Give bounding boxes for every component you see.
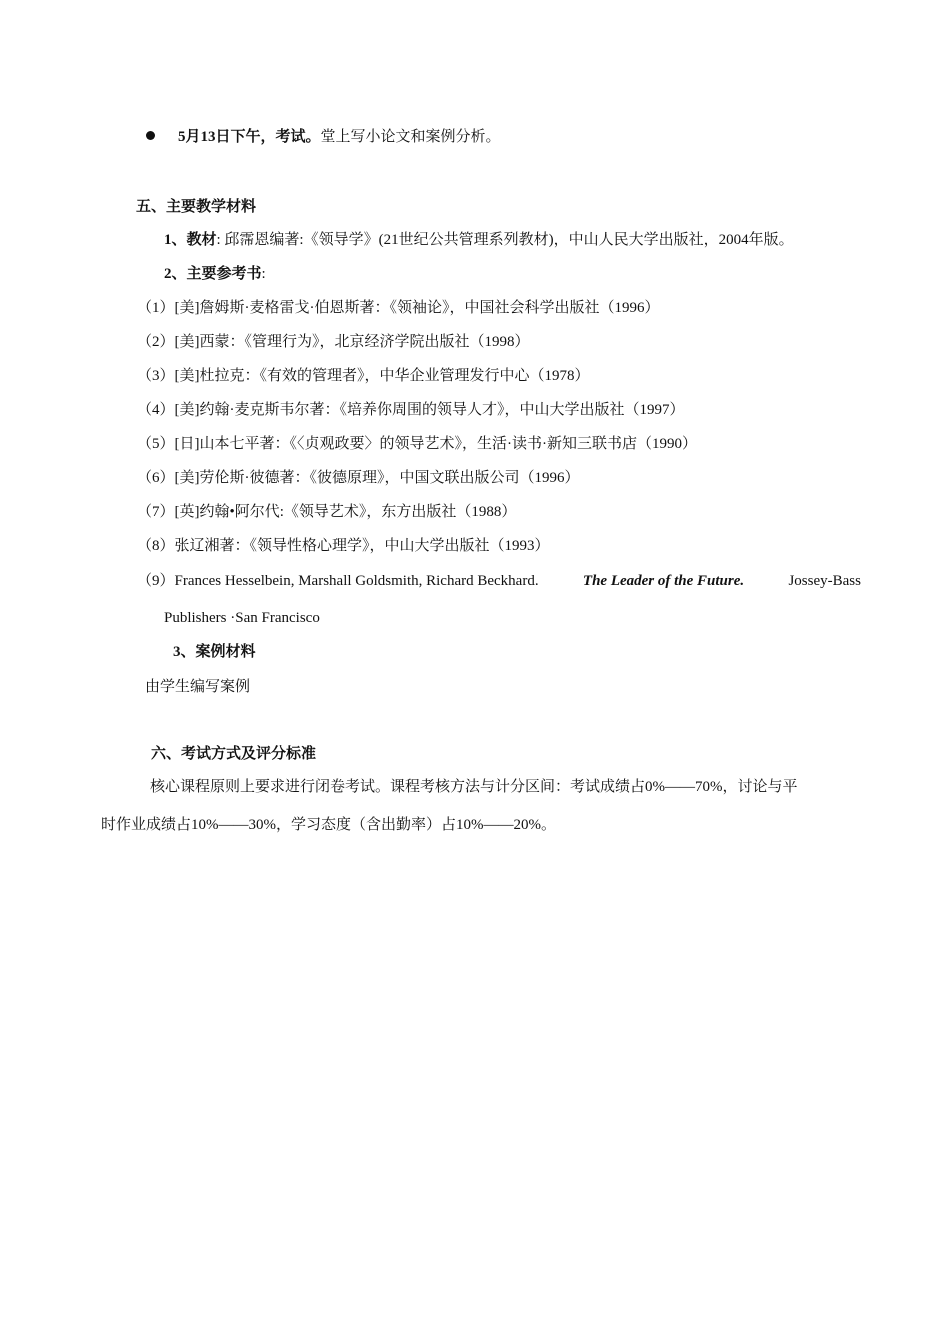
reference-item: （4）[美]约翰·麦克斯韦尔著：《培养你周围的领导人才》，中山大学出版社（1997） — [137, 402, 685, 418]
ref9-prefix: （9）Frances Hesselbein, Marshall Goldsmith, Richard Beckhard. — [137, 573, 539, 589]
reference-item: （2）[美]西蒙：《管理行为》，北京经济学院出版社（1998） — [137, 334, 530, 350]
refs-colon: : — [261, 266, 266, 282]
ref9-line2: Publishers ·San Francisco — [164, 610, 320, 626]
refs-title: 2、主要参考书 — [164, 266, 262, 282]
grading-para-line1: 核心课程原则上要求进行闭卷考试。课程考核方法与计分区间：考试成绩占0%——70%，讨论与平 — [150, 779, 798, 795]
reference-item: （3）[美]杜拉克：《有效的管理者》，中华企业管理发行中心（1978） — [137, 368, 590, 384]
cases-title: 3、案例材料 — [173, 644, 256, 660]
exam-date-label: 5月13日下午，考试。 — [178, 129, 321, 145]
textbook-text: : 邱霈恩编著:《领导学》(21世纪公共管理系列教材)，中山人民大学出版社，2004年版。 — [216, 232, 794, 248]
reference-item-9 — [137, 571, 861, 591]
reference-item: （6）[美]劳伦斯·彼德著：《彼德原理》，中国文联出版公司（1996） — [137, 470, 580, 486]
grading-para-line2: 时作业成绩占10%——30%，学习态度（含出勤率）占10%——20%。 — [101, 817, 556, 833]
cases-text: 由学生编写案例 — [145, 679, 251, 695]
reference-item: （8）张辽湘著：《领导性格心理学》，中山大学出版社（1993） — [137, 538, 550, 554]
exam-item — [178, 127, 501, 147]
reference-item: （7）[英]约翰•阿尔代:《领导艺术》，东方出版社（1988） — [137, 504, 517, 520]
textbook-label: 1、教材 — [164, 232, 217, 248]
reference-item: （1）[美]詹姆斯·麦格雷戈·伯恩斯著：《领袖论》，中国社会科学出版社（1996） — [137, 300, 660, 316]
bullet-icon — [146, 131, 155, 140]
textbook-line — [164, 230, 794, 250]
section6-title: 六、考试方式及评分标准 — [151, 746, 317, 762]
exam-text: 堂上写小论文和案例分析。 — [320, 129, 501, 145]
reference-item: （5）[日]山本七平著：《〈贞观政要〉的领导艺术》，生活·读书·新知三联书店（1990） — [137, 436, 697, 452]
refs-title-line — [164, 264, 266, 284]
section5-title: 五、主要教学材料 — [136, 199, 257, 215]
ref9-title: The Leader of the Future. — [582, 573, 745, 589]
ref9-suffix: Jossey-Bass — [788, 573, 861, 589]
